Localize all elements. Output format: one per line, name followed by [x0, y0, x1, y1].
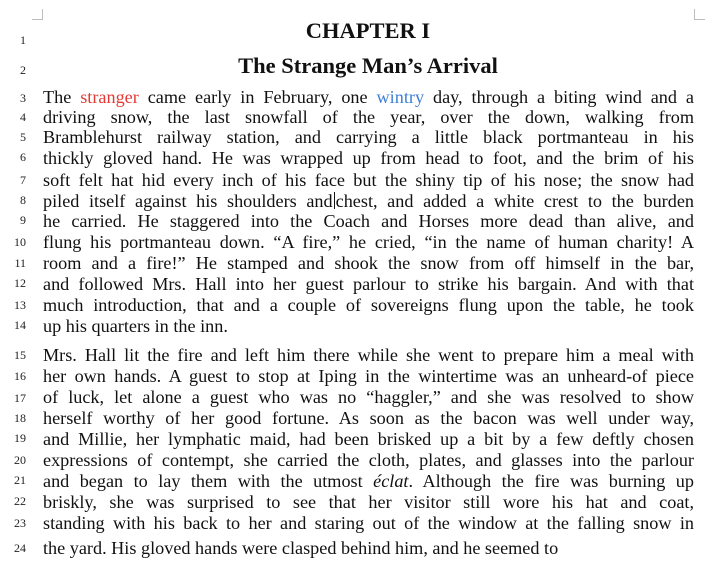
line-number: 8	[20, 193, 26, 207]
line-number: 1	[20, 33, 26, 47]
text-line: her own hands. A guest to stop at Iping in the wintertime was an unheard-of piece	[43, 366, 694, 386]
text-cursor	[334, 192, 335, 209]
text-line: and followed Mrs. Hall into her guest parlour to strike his bargain. And with that	[43, 274, 694, 294]
text-run: chest, and added a white crest to the burden	[335, 191, 694, 211]
line-number: 15	[14, 348, 26, 362]
line-number: 17	[14, 391, 26, 405]
text-run: piled itself against his shoulders and	[43, 191, 333, 211]
text-line: herself worthy of her good fortune. As soon as the bacon was well under way,	[43, 408, 694, 428]
text-line: and Millie, her lymphatic maid, had been brisked up a bit by a few deftly chosen	[43, 429, 694, 449]
chapter-title: The Strange Man’s Arrival	[238, 53, 498, 78]
text-line: flung his portmanteau down. “A fire,” he cried, “in the name of human charity! A	[43, 232, 694, 252]
text-line: thickly gloved hand. He was wrapped up from head to foot, and the brim of his	[43, 148, 694, 168]
line-number: 12	[14, 276, 26, 290]
line-number: 10	[14, 235, 26, 249]
text-line: driving snow, the last snowfall of the year, over the down, walking from	[43, 107, 694, 127]
text-line: of luck, let alone a guest who was no “haggler,” and she was resolved to show	[43, 387, 694, 407]
text-run: came early in February, one	[138, 87, 377, 107]
line-number: 18	[14, 411, 26, 425]
crop-mark-top-left	[32, 9, 43, 20]
line-number: 6	[20, 150, 26, 164]
text-line: up his quarters in the inn.	[43, 316, 228, 336]
line-number: 21	[14, 473, 26, 487]
line-number: 2	[20, 63, 26, 77]
text-run: day, through a biting wind and a	[424, 87, 695, 107]
line-number: 19	[14, 431, 26, 445]
text-line: briskly, she was surprised to see that her visitor still wore his hat and coat,	[43, 492, 694, 512]
crop-mark-top-right	[694, 9, 705, 20]
line-number: 4	[20, 110, 26, 124]
text-line: expressions of contempt, she carried the cloth, plates, and glasses into the parlour	[43, 450, 694, 470]
text-line	[43, 190, 694, 212]
line-number: 23	[14, 516, 26, 530]
line-number: 5	[20, 130, 26, 144]
text-run: . Although the fire was burning up	[408, 471, 694, 491]
italic-word: éclat	[373, 471, 409, 491]
line-number: 9	[20, 213, 26, 227]
text-line	[43, 86, 694, 108]
line-number: 20	[14, 453, 26, 467]
text-line: standing with his back to her and staring out of the window at the falling snow in	[43, 513, 694, 533]
text-line: the yard. His gloved hands were clasped behind him, and he seemed to	[43, 538, 559, 558]
text-line: much introduction, that and a couple of sovereigns flung upon the table, he took	[43, 295, 694, 315]
line-number: 11	[14, 256, 26, 270]
text-line: he carried. He staggered into the Coach and Horses more dead than alive, and	[43, 211, 694, 231]
text-run: and began to lay them with the utmost	[43, 471, 374, 491]
line-number: 7	[20, 173, 26, 187]
text-line: Bramblehurst railway station, and carrying a little black portmanteau in his	[43, 127, 694, 147]
line-number: 22	[14, 494, 26, 508]
text-line: soft felt hat hid every inch of his face but the shiny tip of his nose; the snow had	[43, 170, 694, 190]
highlighted-word-blue: wintry	[376, 87, 425, 107]
line-number: 24	[14, 541, 26, 555]
line-number: 3	[20, 91, 26, 105]
highlighted-word-red: stranger	[80, 87, 139, 107]
text-line: Mrs. Hall lit the fire and left him there while she went to prepare him a meal with	[43, 345, 694, 365]
text-run: The	[43, 87, 81, 107]
line-number: 13	[14, 298, 26, 312]
chapter-heading: CHAPTER I	[305, 18, 431, 43]
line-number: 16	[14, 369, 26, 383]
line-number: 14	[14, 318, 26, 332]
text-line	[43, 470, 694, 492]
text-line: room and a fire!” He stamped and shook the snow from off himself in the bar,	[43, 253, 694, 273]
